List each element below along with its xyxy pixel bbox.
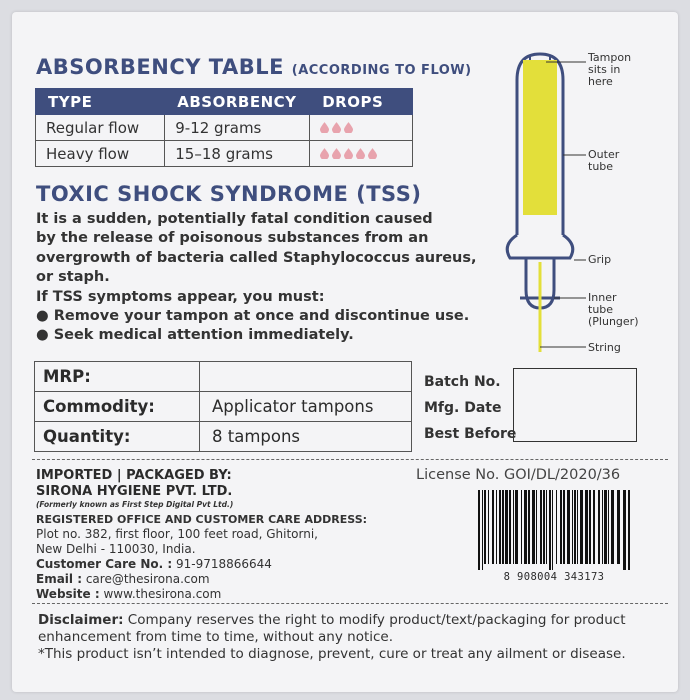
barcode-bar xyxy=(502,490,504,564)
absorbency-table xyxy=(35,88,413,167)
barcode-bar xyxy=(628,490,630,570)
disclaimer xyxy=(38,612,626,663)
label-tampon xyxy=(588,52,631,88)
label-grip xyxy=(588,254,611,266)
col-absorbency: ABSORBENCY xyxy=(165,89,310,115)
barcode-bar xyxy=(496,490,497,564)
barcode-bar xyxy=(598,490,600,564)
barcode-bar xyxy=(552,490,553,570)
label-line: tube xyxy=(588,160,614,173)
tss-line: It is a sudden, potentially fatal condition caused xyxy=(36,211,433,227)
grip-outline xyxy=(507,235,573,258)
label-line: String xyxy=(588,341,621,354)
table-row xyxy=(35,392,412,422)
address-line: Plot no. 382, first floor, 100 feet road, Ghitorni, xyxy=(36,527,318,541)
tss-line: or staph. xyxy=(36,269,110,286)
mfg-date-label: Mfg. Date xyxy=(424,400,502,416)
row-type: Regular flow xyxy=(36,115,165,141)
office-heading: REGISTERED OFFICE AND CUSTOMER CARE ADDRESS: xyxy=(36,513,368,526)
tss-body xyxy=(36,210,477,346)
barcode-bar xyxy=(560,490,562,564)
label-line: sits in xyxy=(588,63,621,76)
imported-label: IMPORTED | PACKAGED BY: xyxy=(36,468,232,483)
absorbency-header-row xyxy=(36,89,413,115)
table-row xyxy=(35,362,412,392)
label-line: Tampon xyxy=(588,51,632,64)
barcode-bar xyxy=(567,490,570,564)
quantity-label: Quantity: xyxy=(35,422,200,452)
company-info xyxy=(36,468,367,602)
barcode-bar xyxy=(577,490,578,564)
label-line: Inner xyxy=(588,291,617,304)
barcode-bar xyxy=(536,490,537,564)
address-line: New Delhi - 110030, India. xyxy=(36,542,196,556)
row-absorbency: 15–18 grams xyxy=(165,141,310,167)
divider xyxy=(32,459,668,460)
row-type: Heavy flow xyxy=(36,141,165,167)
barcode-bar xyxy=(617,490,620,564)
tss-line: overgrowth of bacteria called Staphylococcus aureus, xyxy=(36,249,477,266)
care-value: 91-9718866644 xyxy=(172,557,272,571)
absorbency-title xyxy=(36,55,472,79)
barcode-bar xyxy=(608,490,609,564)
table-row xyxy=(36,115,413,141)
barcode xyxy=(474,490,634,570)
drop-icon xyxy=(332,122,341,133)
formerly-known: (Formerly known as First Step Digital Pvt Ltd.) xyxy=(36,500,234,509)
barcode-bar xyxy=(478,490,480,570)
col-type: TYPE xyxy=(36,89,165,115)
barcode-bar xyxy=(604,490,607,564)
barcode-bar xyxy=(524,490,527,564)
care-label: Customer Care No. : xyxy=(36,557,173,571)
barcode-bar xyxy=(488,490,489,564)
website-value: www.thesirona.com xyxy=(99,587,222,601)
barcode-bar xyxy=(482,490,483,570)
barcode-bar xyxy=(515,490,518,564)
label-line: Outer xyxy=(588,148,620,161)
email-label: Email : xyxy=(36,572,83,586)
label-line: (Plunger) xyxy=(588,315,639,328)
mrp-value xyxy=(200,362,412,392)
website xyxy=(36,587,367,602)
email-value: care@thesirona.com xyxy=(82,572,210,586)
barcode-bar xyxy=(556,490,557,564)
barcode-bar xyxy=(528,490,530,564)
disclaimer-line xyxy=(38,612,626,629)
label-string xyxy=(588,342,621,354)
drop-icon xyxy=(344,148,353,159)
barcode-bar xyxy=(589,490,591,564)
barcode-bar xyxy=(543,490,545,564)
col-drops: DROPS xyxy=(310,89,413,115)
product-info-table xyxy=(34,361,412,452)
drop-icon xyxy=(344,122,353,133)
barcode-bar xyxy=(572,490,573,564)
drops-group xyxy=(320,119,356,137)
barcode-bar xyxy=(499,490,501,564)
label-line: Grip xyxy=(588,253,612,266)
disclaimer-text: Company reserves the right to modify product/text/packaging for product xyxy=(123,612,626,628)
applicator-diagram xyxy=(490,40,670,360)
row-absorbency: 9-12 grams xyxy=(165,115,310,141)
barcode-bar xyxy=(580,490,583,564)
barcode-bar xyxy=(563,490,565,564)
drops-group xyxy=(320,145,380,163)
barcode-bar xyxy=(492,490,494,564)
barcode-bar xyxy=(623,490,626,570)
best-before-label: Best Before xyxy=(424,426,517,442)
tss-line: ● Seek medical attention immediately. xyxy=(36,327,354,344)
commodity-value: Applicator tampons xyxy=(200,392,412,422)
barcode-bar xyxy=(505,490,508,564)
batch-label: Batch No. xyxy=(424,374,501,390)
tss-line: by the release of poisonous substances from an xyxy=(36,230,429,247)
absorbency-title-text: ABSORBENCY TABLE xyxy=(36,55,284,79)
barcode-bar xyxy=(513,490,514,564)
barcode-bar xyxy=(593,490,595,564)
tss-title: TOXIC SHOCK SYNDROME (TSS) xyxy=(36,182,422,206)
drop-icon xyxy=(368,148,377,159)
license-number: License No. GOI/DL/2020/36 xyxy=(416,467,621,483)
label-line: here xyxy=(588,75,613,88)
tampon-body xyxy=(523,60,557,215)
row-drops xyxy=(310,141,413,167)
barcode-bar xyxy=(532,490,535,564)
disclaimer-line: enhancement from time to time, without any notice. xyxy=(38,629,394,645)
barcode-bar xyxy=(521,490,522,564)
row-drops xyxy=(310,115,413,141)
barcode-bar xyxy=(574,490,576,564)
label-line: tube xyxy=(588,303,614,316)
barcode-number: 8 908004 343173 xyxy=(503,571,605,583)
tss-line: If TSS symptoms appear, you must: xyxy=(36,288,325,305)
tss-line: ● Remove your tampon at once and discontinue use. xyxy=(36,308,470,325)
table-row xyxy=(36,141,413,167)
mrp-label: MRP: xyxy=(35,362,200,392)
divider xyxy=(32,603,668,604)
website-label: Website : xyxy=(36,587,100,601)
table-row xyxy=(35,422,412,452)
commodity-label: Commodity: xyxy=(35,392,200,422)
drop-icon xyxy=(320,148,329,159)
barcode-bar xyxy=(611,490,614,564)
drop-icon xyxy=(332,148,341,159)
absorbency-subtitle: (ACCORDING TO FLOW) xyxy=(291,63,472,78)
email xyxy=(36,572,367,587)
label-inner-tube xyxy=(588,292,639,328)
barcode-bar xyxy=(509,490,511,564)
quantity-value: 8 tampons xyxy=(200,422,412,452)
customer-care xyxy=(36,557,367,572)
drop-icon xyxy=(320,122,329,133)
disclaimer-line: *This product isn’t intended to diagnose, prevent, cure or treat any ailment or disease. xyxy=(38,646,626,662)
barcode-bar xyxy=(484,490,486,564)
barcode-bar xyxy=(540,490,542,564)
barcode-bar xyxy=(585,490,588,564)
disclaimer-label: Disclaimer: xyxy=(38,612,124,628)
barcode-bar xyxy=(549,490,551,570)
company-name: SIRONA HYGIENE PVT. LTD. xyxy=(36,484,233,499)
barcode-bar xyxy=(546,490,547,564)
batch-box xyxy=(513,368,637,442)
barcode-bar xyxy=(602,490,603,564)
label-outer-tube xyxy=(588,149,619,173)
drop-icon xyxy=(356,148,365,159)
